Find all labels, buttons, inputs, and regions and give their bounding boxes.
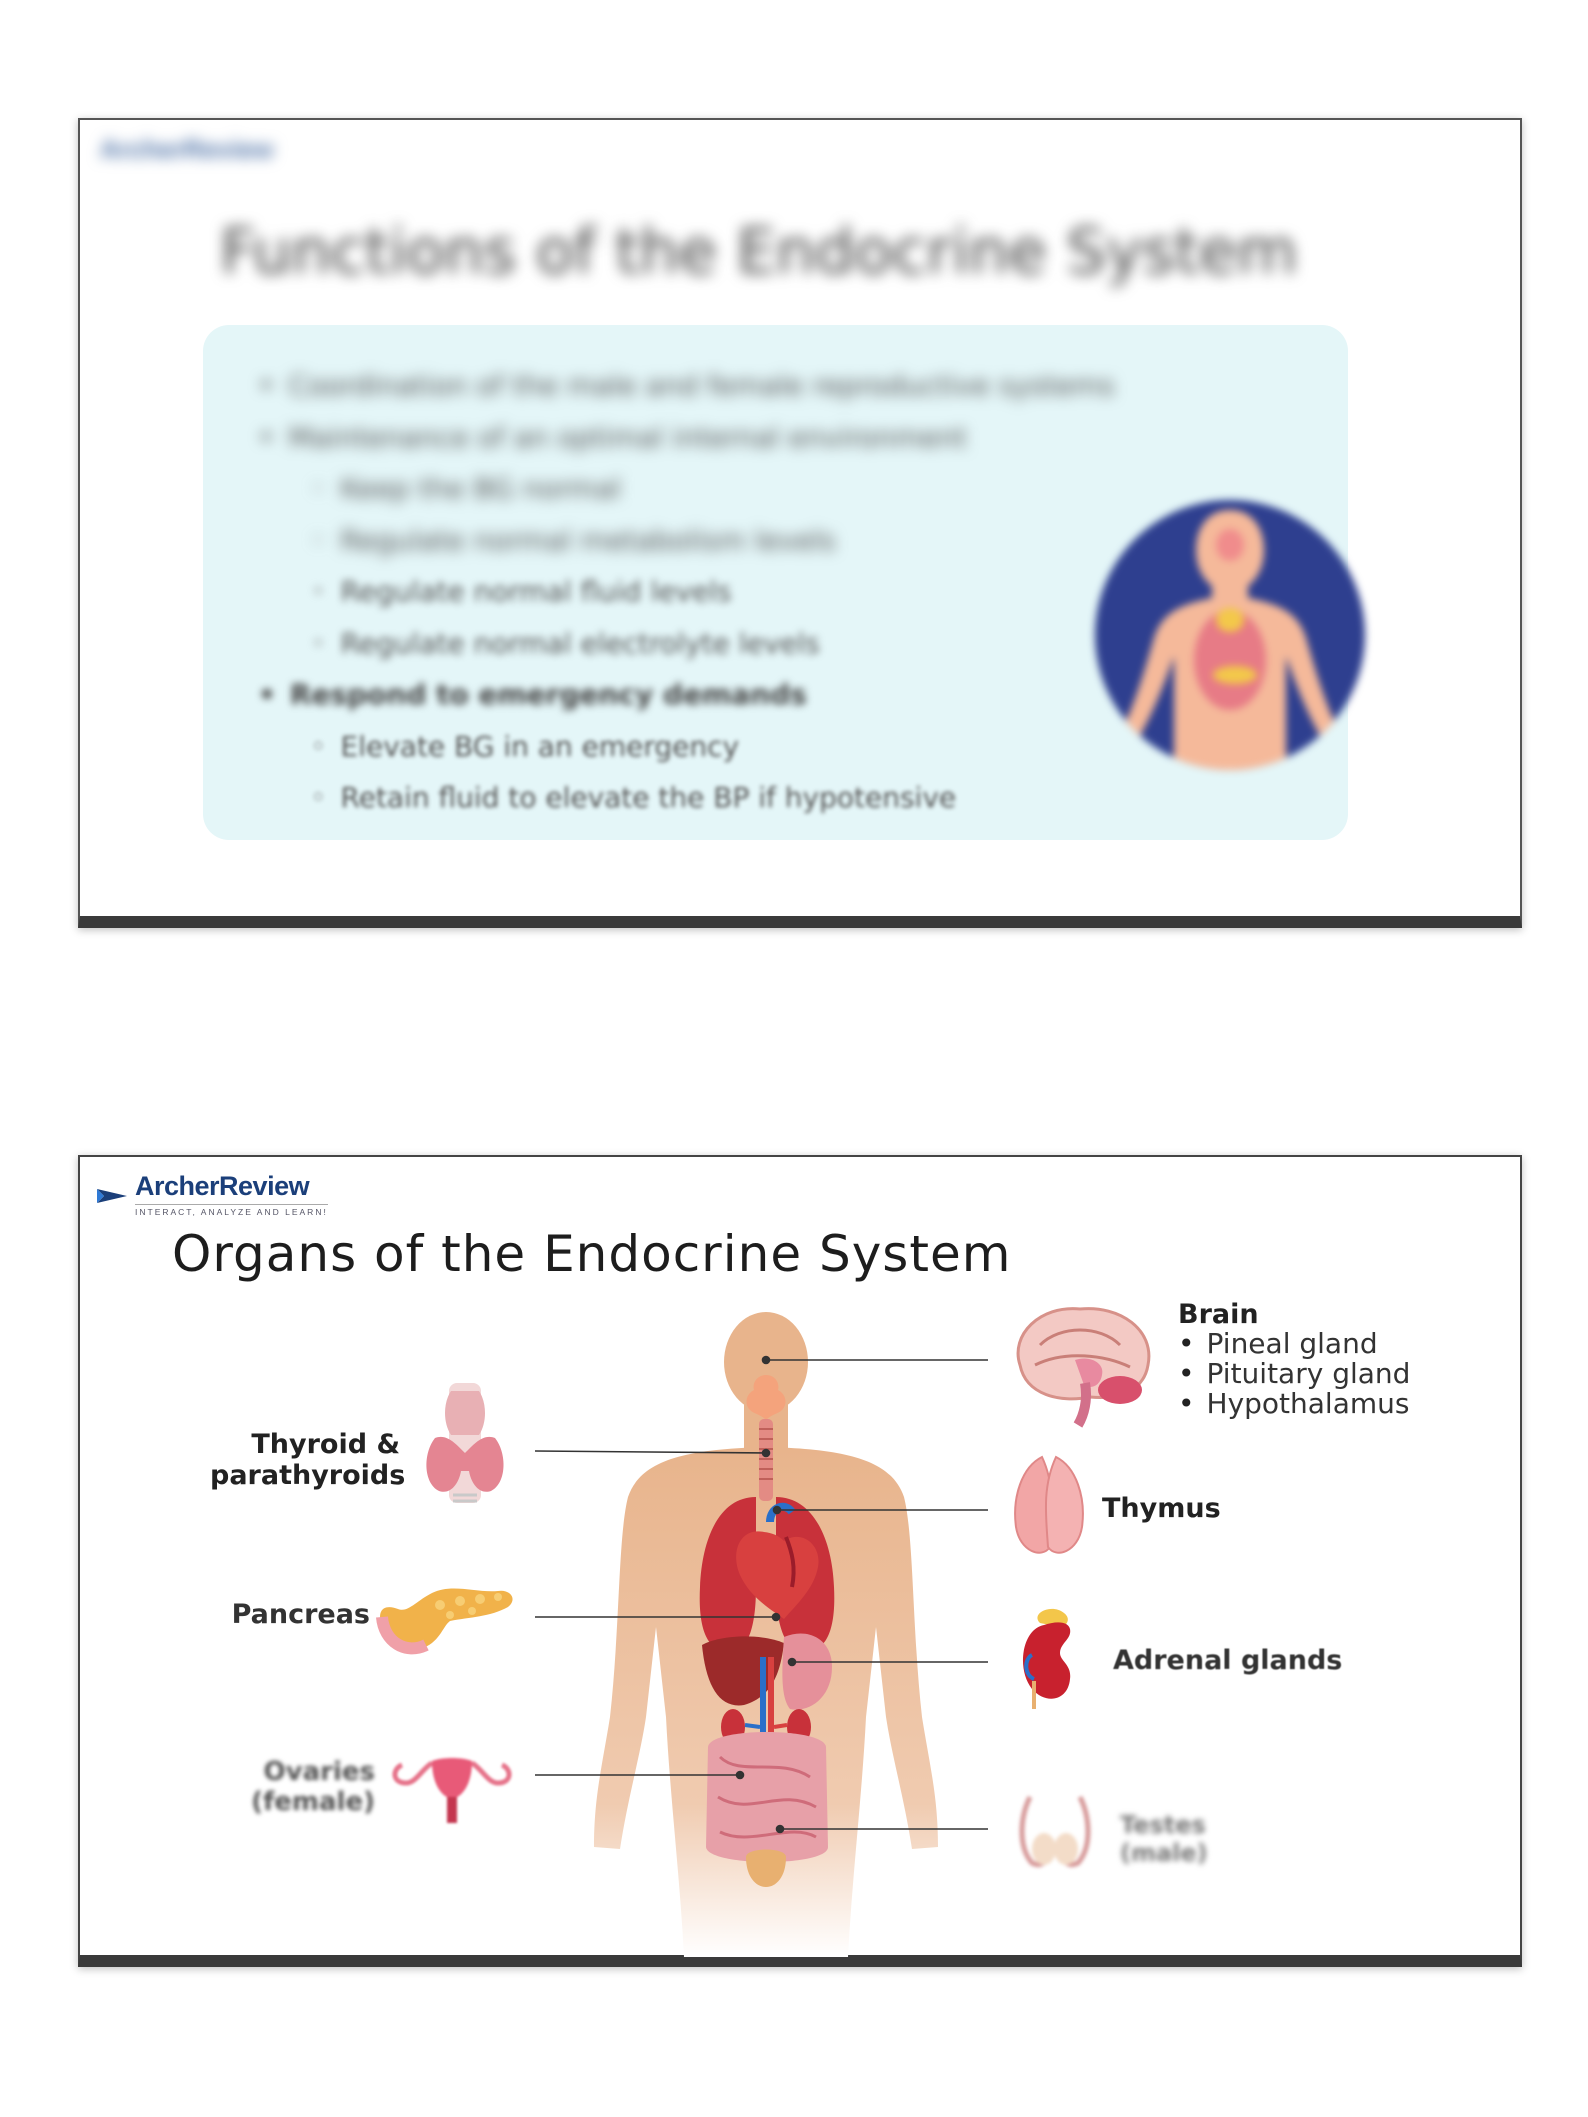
thyroid-leader-dot (763, 1450, 770, 1457)
intestines-shape (706, 1732, 828, 1862)
brand-tagline: INTERACT, ANALYZE AND LEARN! (135, 1204, 328, 1217)
list-item: • Coordination of the male and female reproductive systems (258, 360, 1115, 412)
slide-functions (78, 118, 1522, 928)
slide-logo: ArcherReview (100, 134, 274, 164)
pancreas-icon (380, 1588, 513, 1651)
list-item: ◦ Regulate normal metabolism levels (258, 515, 1115, 567)
list-item: ◦ Regulate normal fluid levels (258, 566, 1115, 618)
body-figure-icon (1095, 500, 1365, 770)
trachea-shape (759, 1419, 773, 1501)
ovaries-label-line1: Ovaries (263, 1757, 375, 1787)
thymus-leader-dot (774, 1507, 781, 1514)
brain-leader-dot (763, 1357, 770, 1364)
slide-title: Functions of the Endocrine System (220, 215, 1298, 288)
brand-name: ArcherReview (135, 1171, 310, 1201)
ovaries-label (210, 1757, 375, 1817)
testes-label-line2: (male) (1120, 1839, 1208, 1867)
brain-icon (1018, 1309, 1149, 1425)
list-item: ◦ Keep the BG normal (258, 463, 1115, 515)
bullet-list (258, 360, 1115, 824)
testes-icon (1022, 1797, 1088, 1865)
list-item: ◦ Retain fluid to elevate the BP if hypotensive (258, 772, 1115, 824)
thymus-icon (1015, 1457, 1083, 1553)
ovaries-icon (395, 1758, 509, 1823)
slide-title: Organs of the Endocrine System (172, 1225, 1012, 1283)
endocrine-diagram (80, 1157, 1524, 1957)
list-item: ◦ Elevate BG in an emergency (258, 721, 1115, 773)
thyroid-icon (426, 1383, 503, 1503)
slide-organs (78, 1155, 1522, 1967)
ovaries-label-line2: (female) (251, 1787, 375, 1817)
thymus-label: Thymus (1102, 1493, 1221, 1524)
list-item: • Respond to emergency demands (258, 669, 1115, 721)
testes-label (1120, 1811, 1208, 1867)
brain-label: Brain (1178, 1299, 1259, 1330)
adrenal-label: Adrenal glands (1113, 1645, 1343, 1676)
list-item: • Hypothalamus (1178, 1389, 1410, 1419)
body-illustration (1095, 500, 1365, 770)
thyroid-label-line2: parathyroids (210, 1460, 406, 1491)
list-item: • Pituitary gland (1178, 1359, 1410, 1389)
list-item: • Pineal gland (1178, 1329, 1410, 1359)
pancreas-label: Pancreas (231, 1599, 370, 1630)
brain-parts-list (1178, 1329, 1410, 1419)
pancreas-leader-dot (773, 1614, 780, 1621)
list-item: ◦ Regulate normal electrolyte levels (258, 618, 1115, 670)
thyroid-label (210, 1429, 406, 1491)
adrenal-leader-dot (789, 1659, 796, 1666)
list-item: • Maintenance of an optimal internal environment (258, 412, 1115, 464)
testes-leader-dot (777, 1826, 784, 1833)
adrenal-icon (1023, 1609, 1070, 1709)
thyroid-label-line1: Thyroid & (251, 1429, 400, 1460)
testes-label-line1: Testes (1120, 1811, 1206, 1839)
ovaries-leader-dot (737, 1772, 744, 1779)
